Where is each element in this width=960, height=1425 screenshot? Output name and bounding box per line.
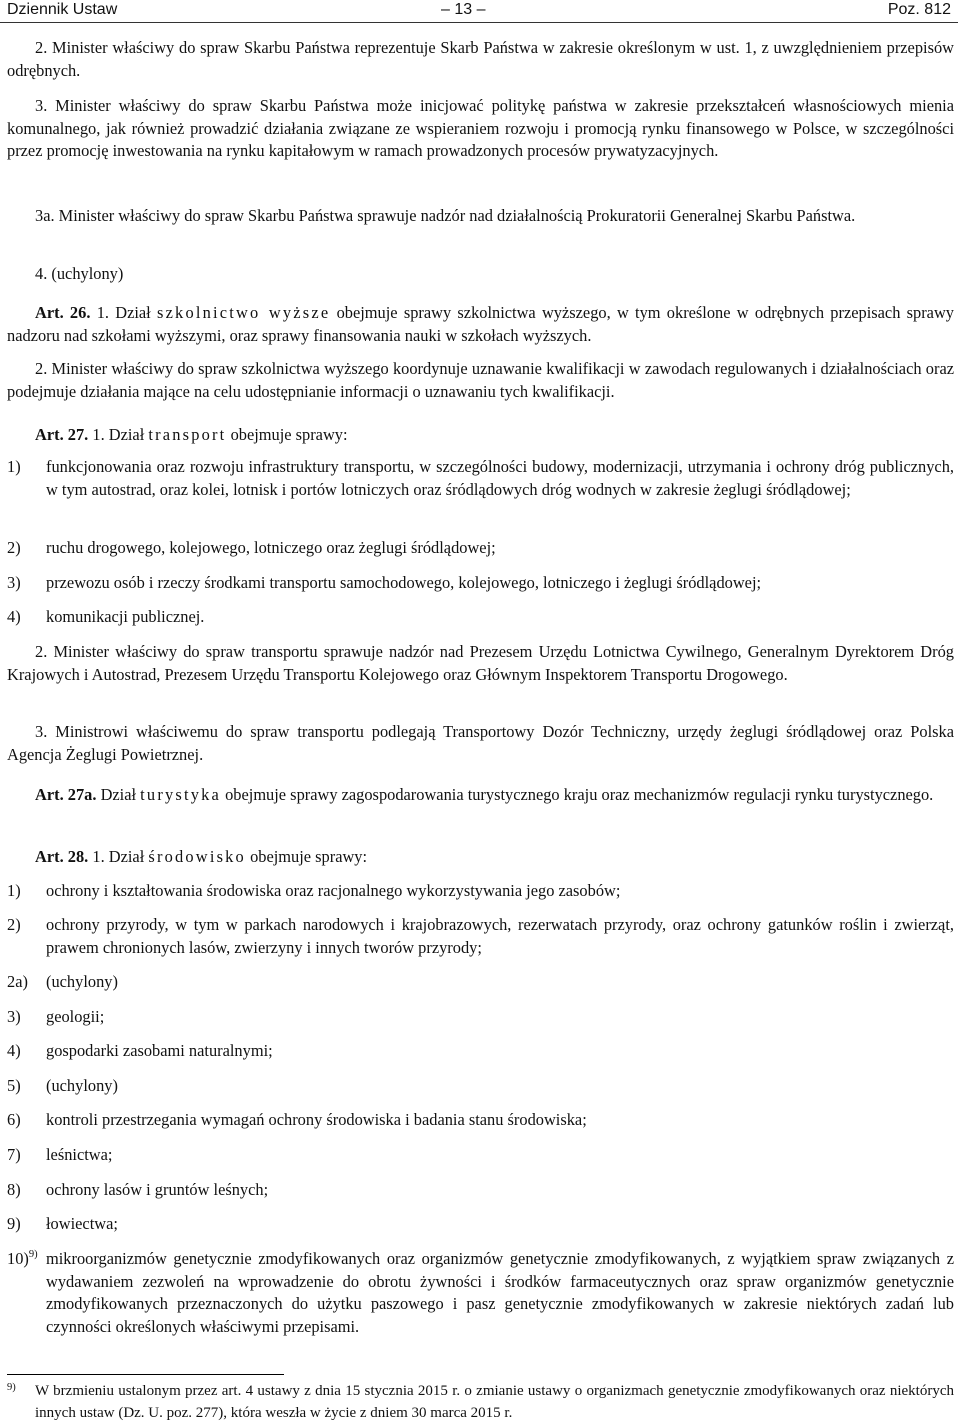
list-item: 1) funkcjonowania oraz rozwoju infrastruktury transportu, w szczególności budowy, modernizacji, utrzymania i ochrony dróg publicznych, w tym autostrad, oraz kolei, lotnisk i portów lotniczych oraz śródlądowych dróg wodnych w zakresie żeglugi śródlądowej;	[7, 457, 954, 499]
list-item: 3) przewozu osób i rzeczy środkami transportu samochodowego, kolejowego, lotniczego i żeglugi śródlądowej;	[7, 573, 762, 592]
page-header	[0, 0, 958, 23]
department-name: środowisko	[148, 847, 246, 866]
art25-paragraph-3a: 3a. Minister właściwy do spraw Skarbu Państwa sprawuje nadzór nad działalnością Prokuratorii Generalnej Skarbu Państwa.	[35, 206, 856, 225]
list-item: 4) komunikacji publicznej.	[7, 607, 205, 626]
art25-paragraph-3: 3. Minister właściwy do spraw Skarbu Państwa może inicjować politykę państwa w zakresie przekształceń własnościowych mienia komunalnego, jak również prowadzić działania związane ze wspieraniem rozwoju i promocją rynku finansowego w Polsce, w szczególności przez promocję inwestowania na rynku kapitałowym w ramach prowadzonych procesów prywatyzacyjnych.	[7, 96, 954, 161]
department-name: transport	[148, 425, 227, 444]
list-item: 7) leśnictwa;	[7, 1145, 113, 1164]
art27-paragraph-2: 2. Minister właściwy do spraw transportu sprawuje nadzór nad Prezesem Urzędu Lotnictwa Cywilnego, Generalnym Dyrektorem Dróg Krajowych i Autostrad, Prezesem Urzędu Transportu Kolejowego oraz Głównym Inspektorem Transportu Drogowego.	[7, 642, 954, 684]
art25-paragraph-2: 2. Minister właściwy do spraw Skarbu Państwa reprezentuje Skarb Państwa w zakresie określonym w ust. 1, z uwzględnieniem przepisów odrębnych.	[7, 38, 954, 80]
art28-label: Art. 28.	[35, 847, 89, 866]
list-item: 2) ochrony przyrody, w tym w parkach narodowych i krajobrazowych, rezerwatach przyrody, oraz ochrony gatunków roślin i zwierząt, prawem chronionych lasów, zwierzyny i innych tworów przyrody;	[7, 915, 954, 957]
list-item: 1) ochrony i kształtowania środowiska oraz racjonalnego wykorzystywania jego zasobów;	[7, 881, 621, 900]
art26-paragraph-2: 2. Minister właściwy do spraw szkolnictwa wyższego koordynuje uznawanie kwalifikacji w zawodach regulowanych i działalnościach oraz podejmuje działania mające na celu udostępnianie informacji o uznawaniu tych kwalifikacji.	[7, 359, 954, 401]
footnote-text: W brzmieniu ustalonym przez art. 4 ustawy z dnia 15 stycznia 2015 r. o zmianie ustawy o organizmach genetycznie zmodyfikowanych oraz niektórych innych ustaw (Dz. U. poz. 277), która weszła w życie z dniem 30 marca 2015 r.	[35, 1383, 954, 1422]
footnote	[7, 1380, 954, 1425]
department-name: szkolnictwo wyższe	[157, 303, 331, 322]
footnote-reference[interactable]: 9)	[28, 1249, 38, 1260]
art27-paragraph-1: Art. 27. 1. Dział transport obejmuje sprawy:	[35, 425, 348, 444]
list-item: 4) gospodarki zasobami naturalnymi;	[7, 1041, 273, 1060]
art26-paragraph-1: Art. 26. 1. Dział szkolnictwo wyższe obejmuje sprawy szkolnictwa wyższego, w tym określone w odrębnych przepisach sprawy nadzoru nad szkołami wyższymi, oraz sprawy finansowania nauki w szkołach wyższych.	[7, 303, 954, 345]
list-item: 8) ochrony lasów i gruntów leśnych;	[7, 1180, 269, 1199]
department-name: turystyka	[140, 785, 221, 804]
list-item: 2) ruchu drogowego, kolejowego, lotniczego oraz żeglugi śródlądowej;	[7, 538, 496, 557]
list-item: 9) łowiectwa;	[7, 1214, 118, 1233]
art27a-label: Art. 27a.	[35, 785, 97, 804]
list-item: 10)$^{9)}$ mikroorganizmów genetycznie zmodyfikowanych oraz organizmów genetycznie zmodyfikowanych, z wyjątkiem spraw związanych z wydawaniem zezwoleń na wprowadzenie do obrotu żywności i środków farmaceutycznych oraz spraw organizmów genetycznie zmodyfikowanych przeznaczonych do użytku paszowego i pasz genetycznie zmodyfikowanych w zakresie niektórych zadań lub czynności określonych właściwymi przepisami.	[7, 1249, 954, 1336]
list-item: 3) geologii;	[7, 1007, 105, 1026]
art27-label: Art. 27.	[35, 425, 89, 444]
footnote-separator	[7, 1374, 284, 1375]
journal-title: Dziennik Ustaw	[7, 1, 118, 18]
footnote-mark: 9)	[7, 1382, 16, 1393]
art26-label: Art. 26.	[35, 303, 91, 322]
art27-paragraph-3: 3. Ministrowi właściwemu do spraw transportu podlegają Transportowy Dozór Techniczny, urzędy żeglugi śródlądowej oraz Polska Agencja Żeglugi Powietrznej.	[7, 722, 954, 764]
list-item: 2a) (uchylony)	[7, 972, 118, 991]
list-item: 6) kontroli przestrzegania wymagań ochrony środowiska i badania stanu środowiska;	[7, 1110, 587, 1129]
art27a-paragraph: Art. 27a. Dział turystyka obejmuje sprawy zagospodarowania turystycznego kraju oraz mechanizmów regulacji rynku turystycznego.	[35, 785, 934, 804]
art28-paragraph-1: Art. 28. 1. Dział środowisko obejmuje sprawy:	[35, 847, 368, 866]
art25-paragraph-4: 4. (uchylony)	[35, 264, 124, 283]
position-number: Poz. 812	[887, 1, 951, 18]
list-item: 5) (uchylony)	[7, 1076, 118, 1095]
page-number: – 13 –	[441, 1, 486, 18]
